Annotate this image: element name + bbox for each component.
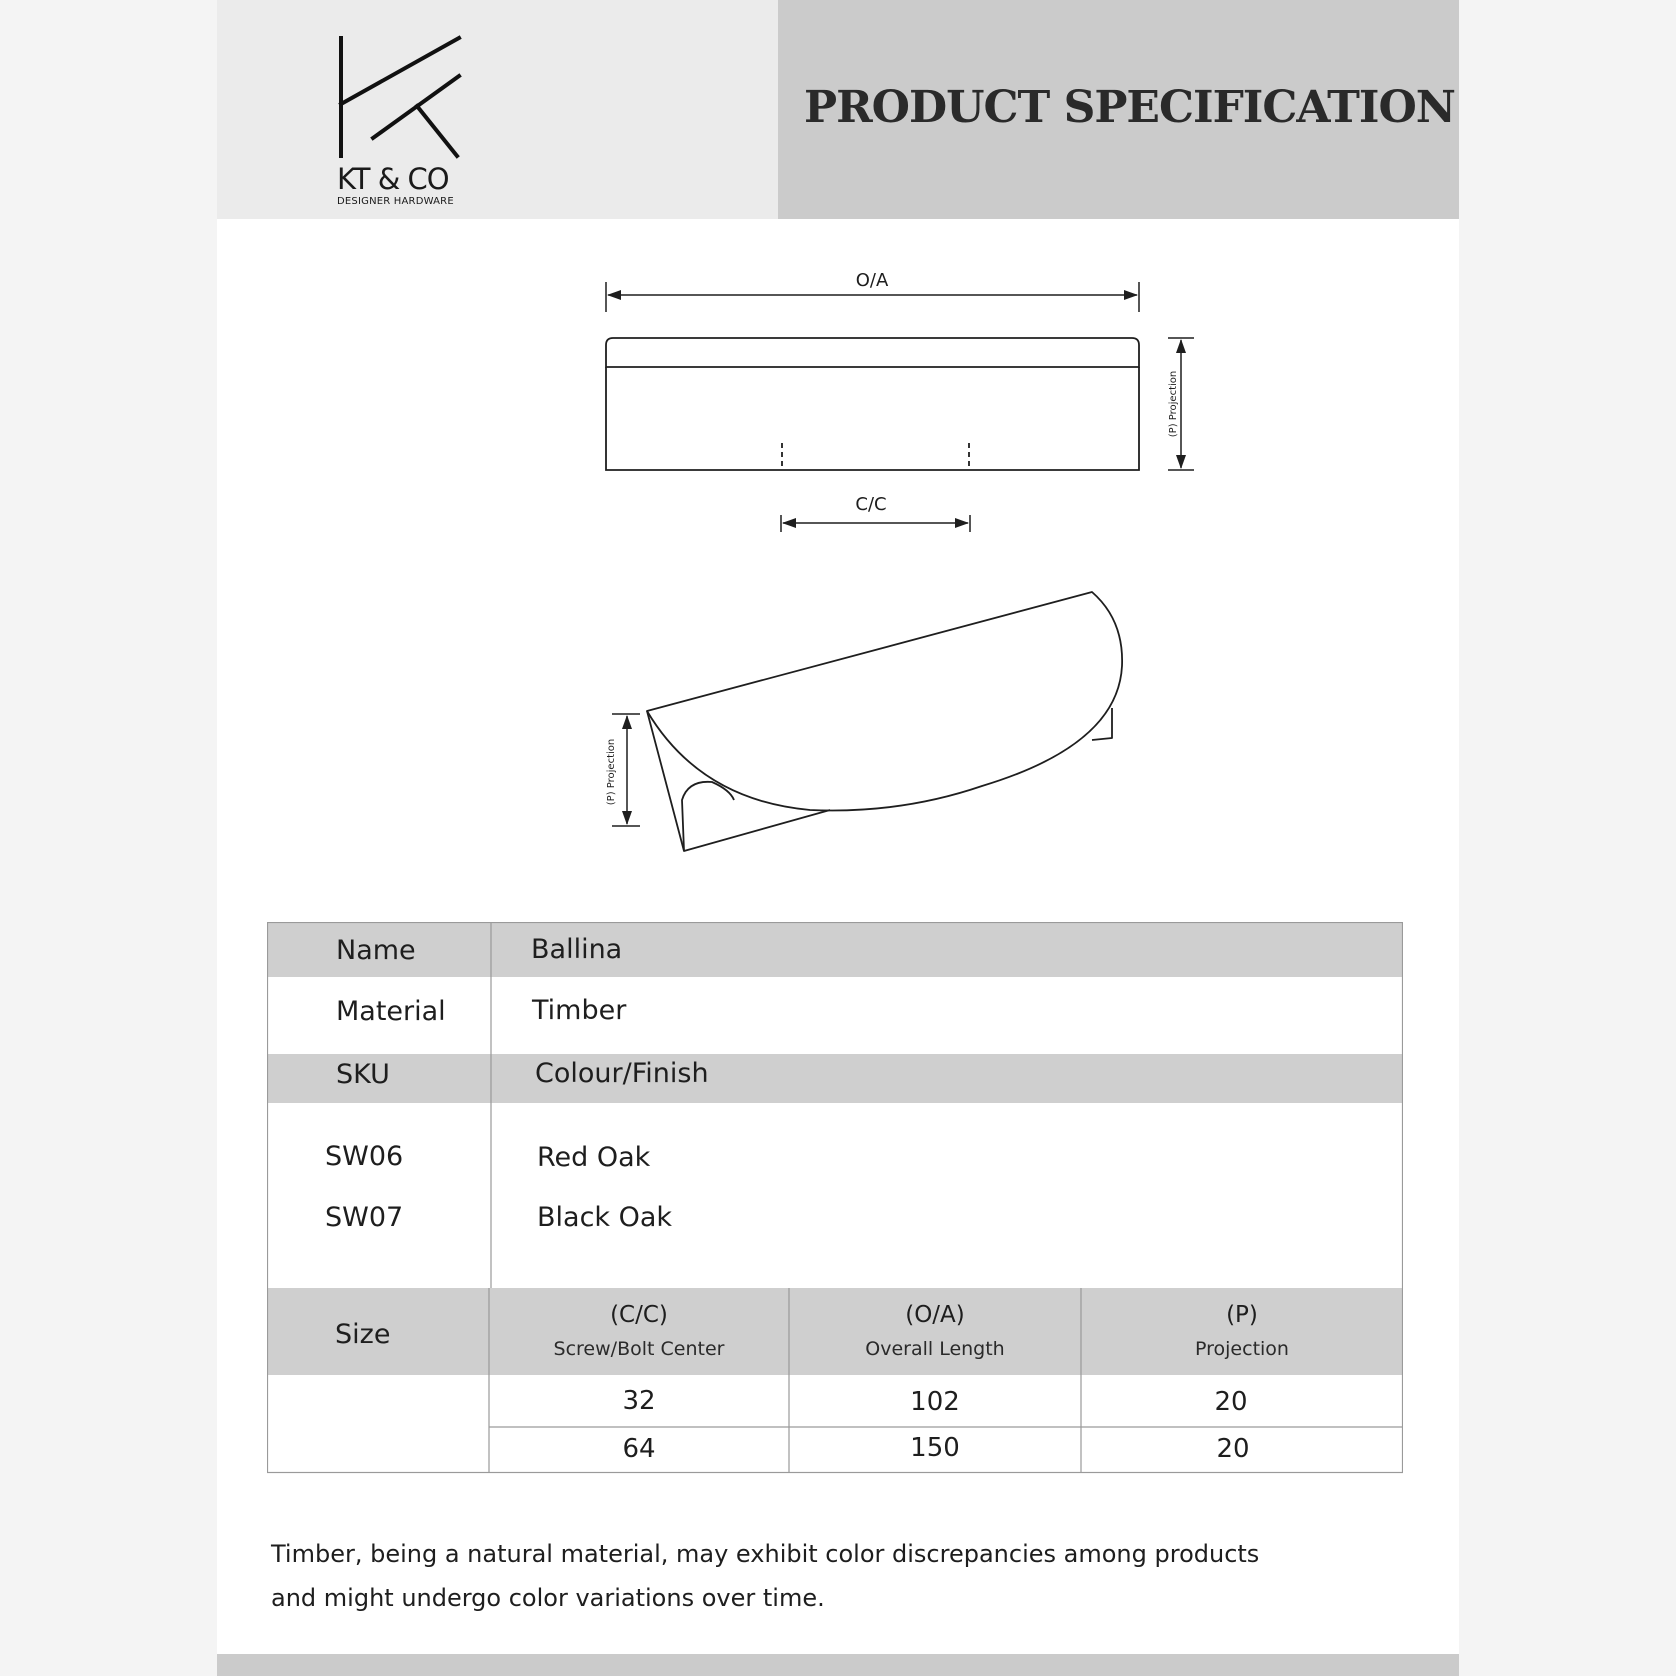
size-col-desc: Screw/Bolt Center [553, 1338, 725, 1360]
note-line: and might undergo color variations over time. [271, 1584, 825, 1612]
size-p-value: 20 [1214, 1387, 1248, 1417]
size-label: Size [335, 1319, 391, 1350]
brand-name: KT & CO [337, 162, 449, 196]
front-view [606, 338, 1139, 470]
footer-bar [217, 1654, 1459, 1676]
center-distance-dimension [781, 494, 970, 532]
size-col-code: (P) [1226, 1302, 1258, 1328]
material-label: Material [336, 996, 446, 1027]
overall-length-label: O/A [855, 270, 889, 291]
perspective-view [647, 592, 1122, 851]
material-value: Timber [532, 995, 627, 1026]
page-title: PRODUCT SPECIFICATION [803, 82, 1456, 133]
size-col-code: (C/C) [610, 1302, 668, 1328]
variant-finish: Red Oak [537, 1142, 651, 1173]
size-oa-value: 102 [910, 1387, 960, 1417]
overall-length-dimension [606, 270, 1139, 312]
size-col-code: (O/A) [905, 1302, 965, 1328]
note-line: Timber, being a natural material, may exhibit color discrepancies among products [271, 1540, 1260, 1568]
variant-finish: Black Oak [537, 1202, 673, 1233]
variant-sku: SW07 [325, 1202, 404, 1233]
projection-label-perspective: (P) Projection [606, 738, 617, 806]
size-col-oa [789, 1288, 1081, 1375]
size-cc-value: 32 [622, 1386, 656, 1416]
projection-dimension-front [1168, 338, 1194, 470]
variant-sku: SW06 [325, 1141, 404, 1172]
size-col-cc [489, 1288, 789, 1375]
center-distance-label: C/C [855, 494, 887, 515]
finish-label: Colour/Finish [535, 1058, 709, 1089]
name-label: Name [336, 935, 416, 966]
brand-tagline: DESIGNER HARDWARE [337, 196, 454, 207]
timber-note [271, 1532, 1421, 1620]
size-cc-value: 64 [622, 1434, 656, 1464]
projection-label-front: (P) Projection [1168, 370, 1179, 438]
size-col-desc: Overall Length [865, 1338, 1005, 1360]
name-value: Ballina [531, 934, 623, 965]
size-oa-value: 150 [910, 1433, 960, 1463]
sku-label: SKU [336, 1059, 390, 1090]
size-col-p [1081, 1288, 1403, 1375]
size-col-desc: Projection [1195, 1338, 1289, 1360]
projection-dimension-perspective [606, 714, 640, 826]
size-p-value: 20 [1216, 1434, 1250, 1464]
